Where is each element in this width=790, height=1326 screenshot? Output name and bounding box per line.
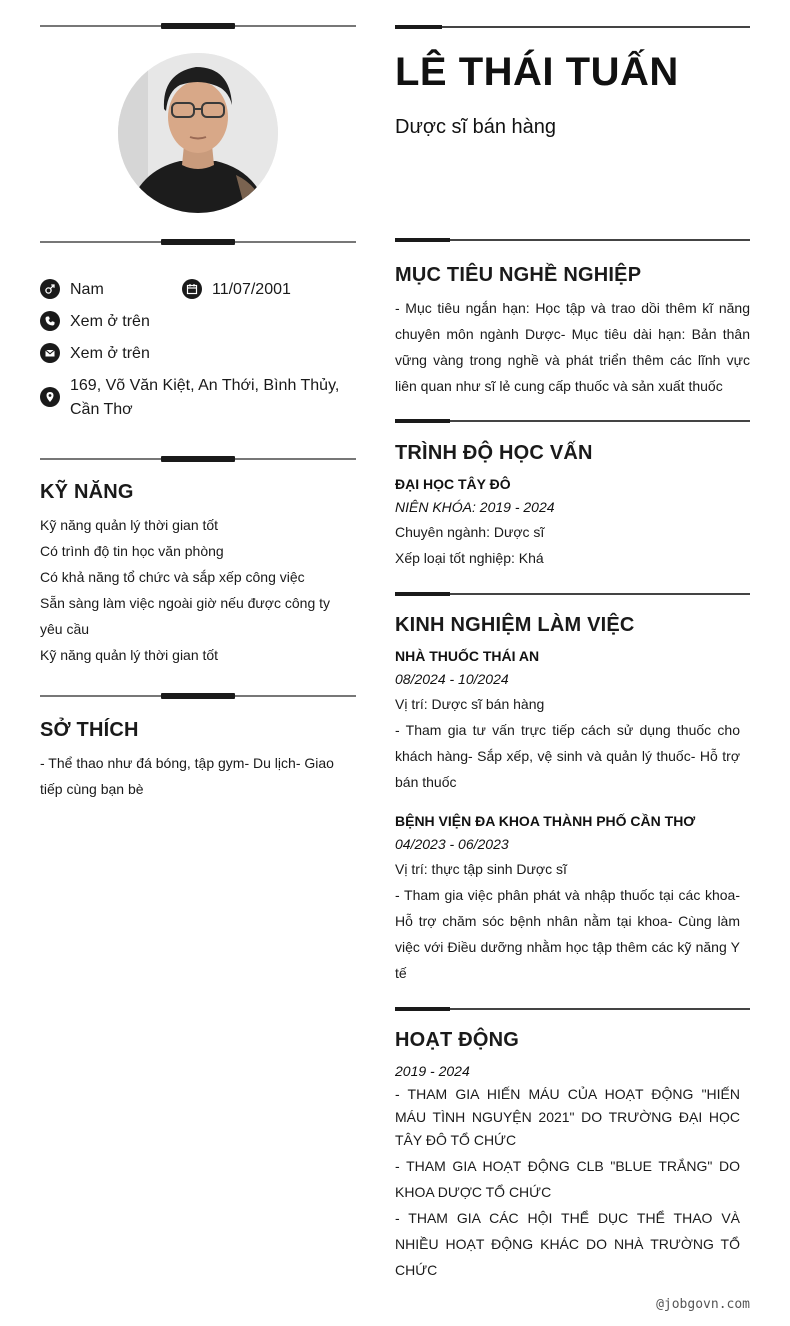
divider	[395, 1007, 750, 1011]
calendar-icon	[182, 279, 202, 299]
divider	[395, 419, 750, 423]
education-major: Chuyên ngành: Dược sĩ	[395, 524, 545, 540]
skill-item: Có khả năng tổ chức và sắp xếp công việc	[40, 569, 305, 585]
skills-list	[40, 512, 356, 668]
education-grade: Xếp loại tốt nghiệp: Khá	[395, 550, 544, 566]
birthday-value: 11/07/2001	[212, 281, 291, 298]
watermark: @jobgovn.com	[656, 1297, 750, 1312]
avatar	[118, 53, 278, 213]
school-name: ĐẠI HỌC TÂY ĐÔ	[395, 476, 511, 492]
divider	[395, 238, 750, 242]
job-title: Dược sĩ bán hàng	[395, 116, 557, 138]
location-pin-icon	[40, 387, 60, 407]
activity-item: - THAM GIA HIẾN MÁU CỦA HOẠT ĐỘNG "HIẾN MÁU TÌNH NGUYỆN 2021" DO TRƯỜNG ĐẠI HỌC TÂY ĐÔ TỔ CHỨC	[395, 1086, 740, 1148]
skills-heading: KỸ NĂNG	[40, 481, 134, 503]
job-description: - Tham gia việc phân phát và nhập thuốc tại các khoa- Hỗ trợ chăm sóc bệnh nhân nằm tại khoa- Cùng làm việc với Điều dưỡng nhằm học tập thêm các kỹ năng Y tế	[395, 887, 740, 981]
objective-text: - Mục tiêu ngắn hạn: Học tập và trao dồi thêm kĩ năng chuyên môn ngành Dược- Mục tiêu dài hạn: Bản thân vững vàng trong nghề và phát triển thêm các lĩnh vực liên quan như sĩ lẻ cung cấp thuốc và sản xuất thuốc	[395, 300, 750, 394]
email-value: Xem ở trên	[70, 345, 150, 362]
phone-value: Xem ở trên	[70, 313, 150, 330]
activity-item: - THAM GIA CÁC HỘI THỂ DỤC THỂ THAO VÀ NHIỀU HOẠT ĐỘNG KHÁC DO NHÀ TRƯỜNG TỔ CHỨC	[395, 1210, 740, 1278]
job-period: 04/2023 - 06/2023	[395, 836, 509, 852]
experience-heading: KINH NGHIỆM LÀM VIỆC	[395, 614, 635, 636]
hobbies-heading: SỞ THÍCH	[40, 719, 139, 741]
phone-icon	[40, 311, 60, 331]
address-value: 169, Võ Văn Kiệt, An Thới, Bình Thủy, Cần Thơ	[70, 377, 340, 418]
skill-item: Kỹ năng quản lý thời gian tốt	[40, 517, 219, 533]
gender-icon	[40, 279, 60, 299]
contact-birthday	[182, 278, 291, 302]
hobbies-text: - Thể thao như đá bóng, tập gym- Du lịch- Giao tiếp cùng bạn bè	[40, 755, 334, 797]
email-icon	[40, 343, 60, 363]
divider	[40, 24, 356, 28]
job-position: Vị trí: Dược sĩ bán hàng	[395, 696, 545, 712]
skill-item: Kỹ năng quản lý thời gian tốt	[40, 647, 219, 663]
job-period: 08/2024 - 10/2024	[395, 671, 509, 687]
contact-email	[40, 342, 150, 366]
candidate-name: LÊ THÁI TUẤN	[395, 50, 679, 94]
job-description: - Tham gia tư vấn trực tiếp cách sử dụng thuốc cho khách hàng- Sắp xếp, vệ sinh và quản lý thuốc- Hỗ trợ bán thuốc	[395, 722, 740, 790]
activities-list	[395, 1083, 740, 1283]
objective-heading: MỤC TIÊU NGHỀ NGHIỆP	[395, 264, 642, 286]
divider	[395, 592, 750, 596]
divider	[395, 25, 750, 29]
contact-phone	[40, 310, 150, 334]
divider	[40, 240, 356, 244]
contact-gender	[40, 278, 104, 302]
profile-photo	[118, 53, 278, 213]
divider	[40, 694, 356, 698]
education-heading: TRÌNH ĐỘ HỌC VẤN	[395, 442, 593, 464]
skill-item: Có trình độ tin học văn phòng	[40, 543, 224, 559]
company-name: BỆNH VIỆN ĐA KHOA THÀNH PHỐ CẦN THƠ	[395, 813, 696, 829]
job-position: Vị trí: thực tập sinh Dược sĩ	[395, 861, 567, 877]
company-name: NHÀ THUỐC THÁI AN	[395, 648, 540, 664]
activities-period: 2019 - 2024	[395, 1063, 470, 1079]
activity-item: - THAM GIA HOẠT ĐỘNG CLB "BLUE TRẮNG" DO KHOA DƯỢC TỔ CHỨC	[395, 1158, 740, 1200]
activities-heading: HOẠT ĐỘNG	[395, 1029, 520, 1051]
gender-value: Nam	[70, 281, 104, 298]
skill-item: Sẵn sàng làm việc ngoài giờ nếu được công ty yêu cầu	[40, 595, 331, 637]
education-period: NIÊN KHÓA: 2019 - 2024	[395, 499, 555, 515]
contact-address	[40, 374, 340, 422]
divider	[40, 457, 356, 461]
